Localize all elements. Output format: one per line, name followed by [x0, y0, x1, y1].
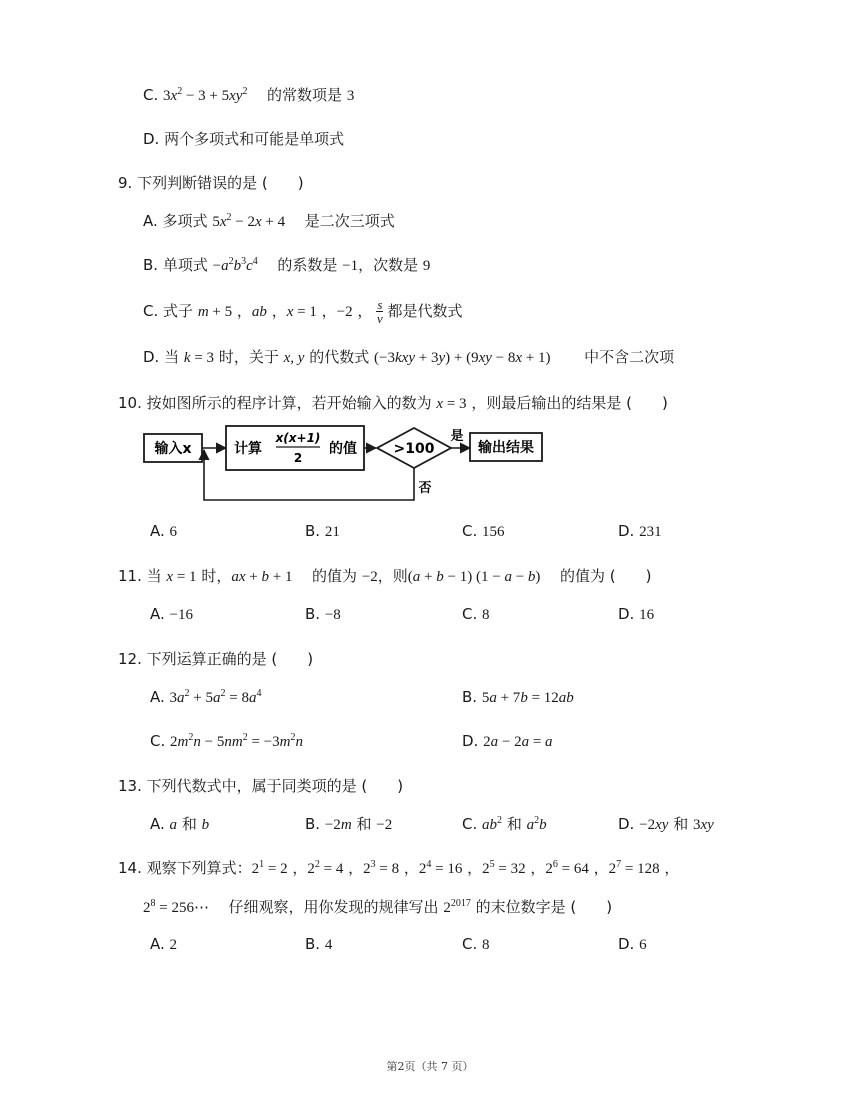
- q9-option-b: B. 单项式 $-a^2b^3c^4$ 的系数是 −1，次数是 9: [143, 256, 431, 274]
- q10-option-a: A. 6: [150, 522, 178, 540]
- flow-compute-prefix: 计算: [234, 441, 262, 457]
- q11-option-d: D. 16: [618, 605, 655, 623]
- q14-option-b: B. 4: [305, 935, 333, 953]
- q9-option-c: C. 式子 m + 5 ，ab ，x = 1 ，−2 ， $\frac{s}{v}$ 都是代数式: [143, 297, 463, 326]
- q8-option-d: D. 两个多项式和可能是单项式: [143, 130, 345, 148]
- q12-option-d: D. 2a − 2a = a: [462, 732, 553, 750]
- q12-option-a: A. $3a^2 + 5a^2 = 8a^4$: [150, 688, 262, 706]
- q12-stem: 12. 下列运算正确的是 ( ): [118, 650, 314, 668]
- flow-condition: >100: [393, 441, 435, 457]
- flow-yes-label: 是: [450, 429, 464, 444]
- flow-compute-suffix: 的值: [329, 441, 357, 457]
- flow-no-label: 否: [418, 481, 432, 496]
- q9-option-d: D. 当 k = 3 时，关于 x, y 的代数式 (−3kxy + 3y) + (9xy − 8x + 1) 中不含二次项: [143, 348, 675, 366]
- q10-stem: 10. 按如图所示的程序计算，若开始输入的数为 x = 3 ，则最后输出的结果是 ( ): [118, 394, 668, 412]
- q13-option-c: C. $ab^2$ 和 $a^2b$: [462, 815, 547, 833]
- q14-option-c: C. 8: [462, 935, 490, 953]
- q14-option-d: D. 6: [618, 935, 647, 953]
- page-footer: 第2页（共 7 页）: [386, 1060, 474, 1073]
- flow-compute-numerator: x(x+1): [275, 431, 321, 445]
- q10-option-d: D. 231: [618, 522, 662, 540]
- q11-option-c: C. 8: [462, 605, 490, 623]
- q12-option-c: C. $2m^2n - 5nm^2 = -3m^2n$: [150, 732, 303, 750]
- q13-option-b: B. −2m 和 −2: [305, 815, 393, 833]
- q11-stem: 11. 当 x = 1 时，ax + b + 1 的值为 −2，则(a + b − 1) (1 − a − b) 的值为 ( ): [118, 567, 652, 585]
- q14-stem-line1: 14. 观察下列算式：$2^1 = 2$ ，$2^2 = 4$ ，$2^3 = 8$ ，$2^4 = 16$ ，$2^5 = 32$ ，$2^6 = 64$ ，$2^7 = 128$ ，: [118, 859, 680, 877]
- flow-output-label: 输出结果: [478, 440, 534, 456]
- q8-option-c: C. $3x^2 - 3 + 5xy^2$ 的常数项是 3: [143, 86, 355, 104]
- q14-stem-line2: $2^8$ = 256⋯ 仔细观察，用你发现的规律写出 $2^{2017}$ 的末位数字是 ( ): [143, 898, 613, 916]
- q12-option-b: B. 5a + 7b = 12ab: [462, 688, 574, 706]
- q13-option-d: D. −2xy 和 3xy: [618, 815, 714, 833]
- q10-flowchart: [140, 420, 560, 505]
- q13-option-a: A. a 和 b: [150, 815, 210, 833]
- q13-stem: 13. 下列代数式中，属于同类项的是 ( ): [118, 777, 404, 795]
- flow-input-label: 输入x: [154, 441, 192, 457]
- q8-c-expression: $3x^2 - 3 + 5xy^2$: [163, 86, 248, 104]
- q9-stem: 9. 下列判断错误的是 ( ): [118, 174, 304, 192]
- q11-option-a: A. −16: [150, 605, 194, 623]
- q10-option-b: B. 21: [305, 522, 340, 540]
- q9-option-a: A. 多项式 $5x^2 - 2x + 4$ 是二次三项式: [143, 212, 395, 230]
- q11-option-b: B. −8: [305, 605, 341, 623]
- q10-option-c: C. 156: [462, 522, 505, 540]
- flow-compute-denominator: 2: [293, 451, 303, 465]
- q14-option-a: A. 2: [150, 935, 178, 953]
